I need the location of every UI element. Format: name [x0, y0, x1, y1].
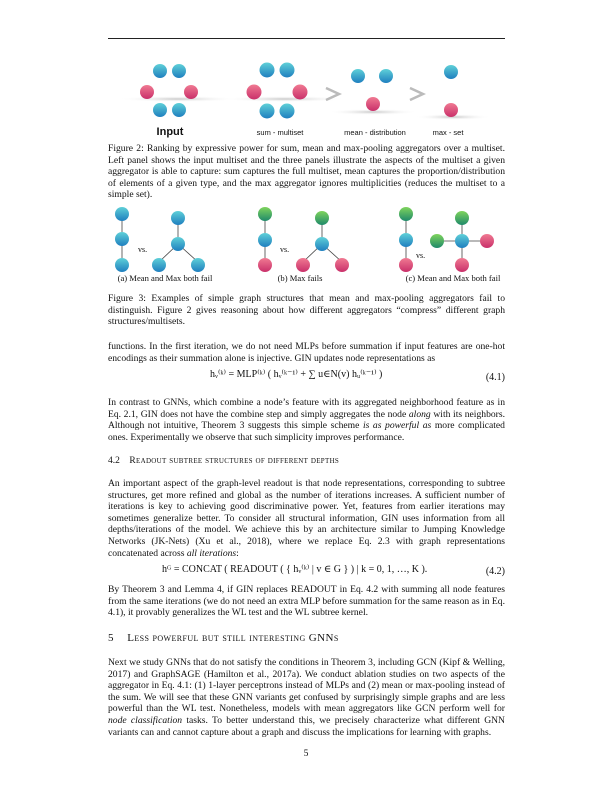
node-pink [335, 258, 349, 272]
panel-label-max: max - set [432, 128, 464, 137]
figure-3b-graph [258, 207, 349, 272]
equation-4-1: hᵥ⁽ᵏ⁾ = MLP⁽ᵏ⁾ ( hᵥ⁽ᵏ⁻¹⁾ + ∑ u∈N(v) hᵤ⁽ᵏ⁻¹⁾ ) [210, 369, 383, 380]
input-shadow [118, 96, 238, 102]
sum-node-blue [280, 104, 295, 119]
text: Next we study GNNs that do not satisfy the conditions in Theorem 3, including GCN (Kipf & Welling, 2017) and GraphSAGE (Hamilton et al., 2017a). We conduct ablation studies on two aspects of the aggregator in Eq. 4.1: (1) 1-layer perceptrons instead of MLPs and (2) mean or max-pooling instead of the sum. We will see that these GNN variants get confused by surprisingly simple graphs and are less powerful than the WL test. Nonetheless, models with mean aggregators like GCN perform well for [108, 657, 505, 715]
text: : [236, 547, 239, 559]
node-blue [399, 233, 413, 247]
node-blue [171, 211, 185, 225]
input-node-blue [153, 64, 167, 78]
node-green [399, 207, 413, 221]
mean-node-blue [351, 69, 365, 83]
node-green [258, 207, 272, 221]
mean-node-blue [379, 69, 393, 83]
text: with its neighbors. Although not intuitive, Theorem 3 suggests this simple scheme [108, 408, 505, 432]
sum-node-pink [247, 85, 262, 100]
node-blue [258, 233, 272, 247]
mean-node-pink [366, 97, 380, 111]
panel-label-input: Input [156, 126, 184, 138]
input-node-blue [172, 64, 186, 78]
panel-label-sum: sum - multiset [256, 128, 304, 137]
paragraph-readout [108, 478, 505, 559]
paragraph-contrast [108, 397, 505, 443]
node-blue [115, 207, 129, 221]
input-node-blue [172, 103, 186, 117]
node-blue [315, 237, 329, 251]
paragraph-theorem: By Theorem 3 and Lemma 4, if GIN replaces READOUT in Eq. 4.2 with summing all node features from the same iterations (we do not need an extra MLP before summation for the same reason as in Eq. 4.1), it provably generalizes the WL test and the WL subtree kernel. [108, 584, 505, 619]
text: more complicated ones. Experimentally we observe that such simplicity improves performance. [108, 420, 505, 443]
subcaption-a: (a) Mean and Max both fail [117, 273, 213, 283]
vs-label: vs. [416, 251, 426, 260]
sum-node-blue [260, 63, 275, 78]
node-blue [455, 234, 469, 248]
node-pink [296, 258, 310, 272]
emphasis: along [408, 408, 431, 420]
section-title: Less powerful but still interesting GNNs [127, 632, 339, 644]
section-title: Readout subtree structures of different depths [129, 456, 340, 466]
vs-label: vs. [138, 245, 148, 254]
greater-than-icon [410, 88, 423, 100]
input-node-blue [153, 103, 167, 117]
max-node-blue [444, 65, 458, 79]
node-pink [455, 258, 469, 272]
node-pink [480, 234, 494, 248]
vs-label: vs. [280, 245, 290, 254]
figure-3a-graph [115, 207, 205, 272]
text: In contrast to GNNs, which combine a node’s feature with its aggregated neighborhood feature as in Eq. 2.1, GIN does not have the combine step and simply aggregates the node [108, 397, 505, 420]
sum-node-blue [260, 104, 275, 119]
sum-node-blue [280, 63, 295, 78]
emphasis: is as powerful as [362, 420, 432, 432]
node-blue [171, 237, 185, 251]
equation-4-2-number: (4.2) [485, 566, 505, 577]
node-blue [115, 232, 129, 246]
section-5-heading [108, 632, 339, 644]
paragraph-gin-intro: functions. In the first iteration, we do not need MLPs before summation if input features are one-hot encodings as their summation alone is injective. GIN updates node representations as [108, 341, 505, 364]
node-blue [152, 258, 166, 272]
subcaption-c: (c) Mean and Max both fail [405, 273, 501, 283]
equation-4-2: hᴳ = CONCAT ( READOUT ( { hᵥ⁽ᵏ⁾ | v ∈ G } ) | k = 0, 1, …, K ). [162, 564, 428, 575]
text: An important aspect of the graph-level readout is that node representations, corresponding to subtree structures, get more refined and global as the number of iterations increases. A sufficient number of iterations is key to achieving good discriminative power. Yet, features from earlier iterations may sometimes generalize better. To consider all structural information, GIN uses information from all depths/iterations of the model. We achieve this by an architecture similar to Jumping Knowledge Networks (JK-Nets) (Xu et al., 2018), where we replace Eq. 2.3 with graph representations concatenated across [108, 478, 505, 559]
paragraph-less-powerful [108, 657, 505, 738]
subcaption-b: (b) Max fails [277, 273, 323, 283]
section-4-2-heading [108, 456, 339, 466]
text: tasks. To better understand this, we precisely characterize what different GNN variants can and cannot capture about a graph and discuss the implications for learning with graphs. [108, 714, 505, 738]
input-node-pink [140, 85, 154, 99]
input-node-pink [184, 85, 198, 99]
node-pink [258, 258, 272, 272]
figure-3-caption: Figure 3: Examples of simple graph structures that mean and max-pooling aggregators fail to distinguish. Figure 2 gives reasoning about how different aggregators “compress” different graph structures/multisets. [108, 293, 505, 328]
page-number: 5 [303, 748, 309, 759]
figure-2-caption: Figure 2: Ranking by expressive power for sum, mean and max-pooling aggregators over a multiset. Left panel shows the input multiset and the three panels illustrate the aspects of the multiset a given aggregator is able to capture: sum captures the full multiset, mean captures the proportion/distribution of elements of a given type, and the max aggregator ignores multiplicities (reduces the multiset to a simple set). [108, 143, 505, 201]
section-number: 5 [108, 632, 114, 644]
node-green [430, 234, 444, 248]
section-number: 4.2 [108, 456, 120, 466]
max-node-pink [444, 103, 458, 117]
emphasis: all iterations [186, 547, 237, 559]
node-green [455, 211, 469, 225]
emphasis: node classification [108, 714, 183, 726]
equation-4-1-number: (4.1) [485, 372, 505, 383]
figure-3c-graph [399, 207, 494, 272]
node-pink [399, 258, 413, 272]
panel-label-mean: mean - distribution [344, 128, 406, 137]
node-green [315, 211, 329, 225]
node-blue [115, 258, 129, 272]
node-blue [191, 258, 205, 272]
sum-node-pink [293, 85, 308, 100]
